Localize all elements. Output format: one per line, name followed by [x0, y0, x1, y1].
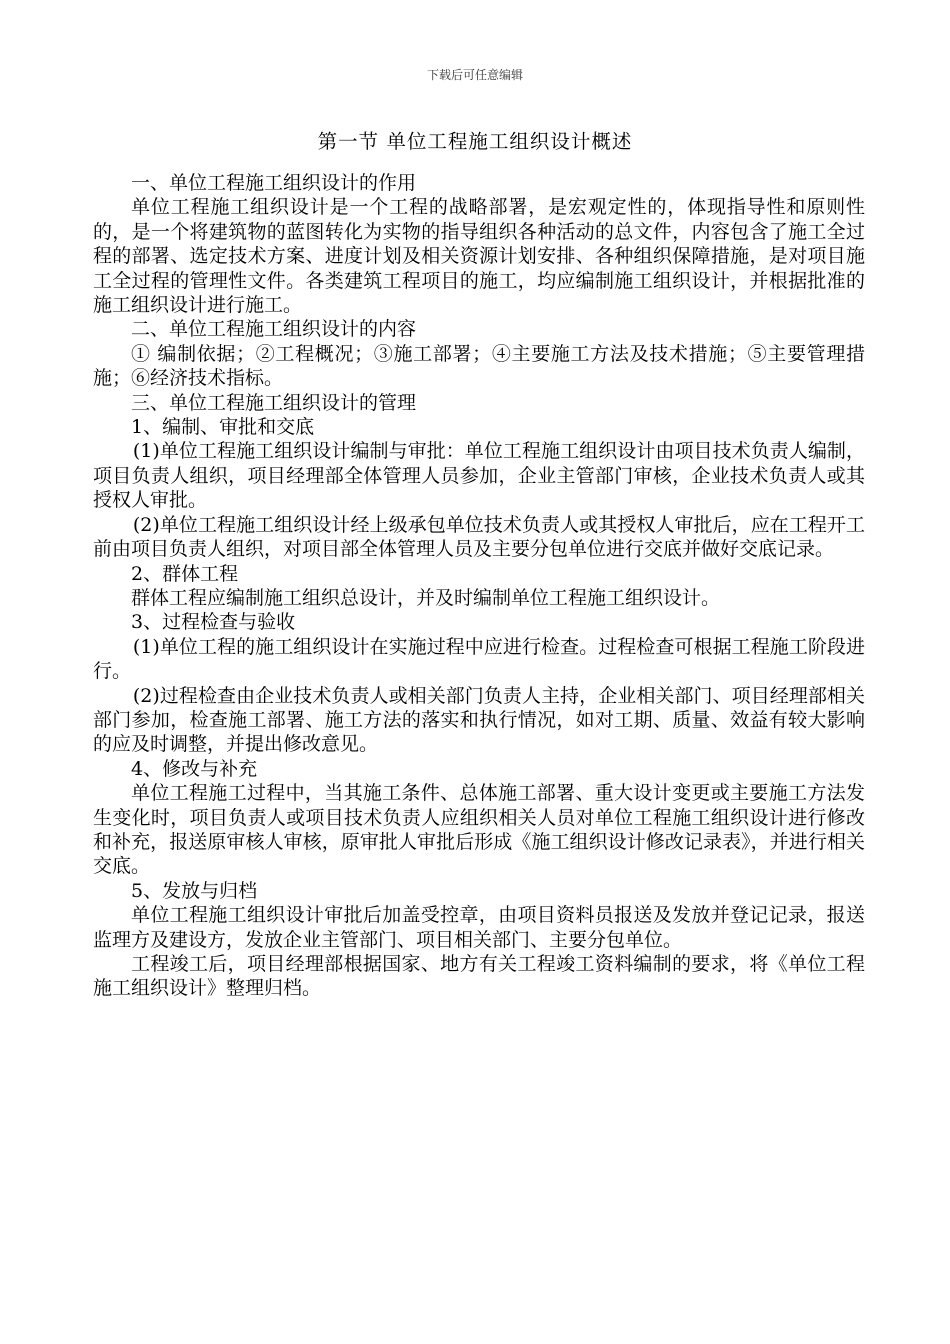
paragraph-inspection-1: (1)单位工程的施工组织设计在实施过程中应进行检查。过程检查可根据工程施工阶段进行。	[93, 635, 865, 683]
heading-content: 二、单位工程施工组织设计的内容	[131, 318, 417, 341]
paragraph-inspection-2: (2)过程检查由企业技术负责人或相关部门负责人主持，企业相关部门、项目经理部相关部门参加，检查施工部署、施工方法的落实和执行情况，如对工期、质量、效益有较大影响的应及时调整，并提出修改意见。	[93, 684, 865, 756]
document-body	[93, 171, 865, 1001]
paragraph-distribution: 单位工程施工组织设计审批后加盖受控章，由项目资料员报送及发放并登记记录，报送监理方及建设方，发放企业主管部门、项目相关部门、主要分包单位。	[93, 904, 865, 951]
paragraph-compile-2: (2)单位工程施工组织设计经上级承包单位技术负责人或其授权人审批后，应在工程开工前由项目负责人组织，对项目部全体管理人员及主要分包单位进行交底并做好交底记录。	[93, 513, 865, 561]
heading-role: 一、单位工程施工组织设计的作用	[131, 172, 417, 194]
paragraph-archive: 工程竣工后，项目经理部根据国家、地方有关工程竣工资料编制的要求，将《单位工程施工组织设计》整理归档。	[93, 953, 865, 1000]
paragraph-group-project: 群体工程应编制施工组织总设计，并及时编制单位工程施工组织设计。	[131, 586, 721, 609]
paragraph-role: 单位工程施工组织设计是一个工程的战略部署，是宏观定性的，体现指导性和原则性的，是一个将建筑物的蓝图转化为实物的指导组织各种活动的总文件，内容包含了施工全过程的部署、选定技术方案、进度计划及相关资源计划安排、各种组织保障措施，是对项目施工全过程的管理性文件。各类建筑工程项目的施工，均应编制施工组织设计，并根据批准的施工组织设计进行施工。	[93, 196, 865, 317]
paragraph-content-list: ① 编制依据；②工程概况；③施工部署；④主要施工方法及技术措施；⑤主要管理措施；⑥经济技术指标。	[93, 342, 865, 390]
heading-management: 三、单位工程施工组织设计的管理	[131, 391, 417, 414]
subheading-distribution: 5、发放与归档	[131, 879, 258, 902]
section-title: 第一节 单位工程施工组织设计概述	[317, 130, 633, 153]
subheading-group-project: 2、群体工程	[131, 562, 239, 585]
subheading-inspection: 3、过程检查与验收	[131, 611, 296, 634]
subheading-revision: 4、修改与补充	[131, 757, 258, 780]
subheading-compile-approve: 1、编制、审批和交底	[131, 416, 315, 439]
page-header-note: 下载后可任意编辑	[426, 68, 523, 82]
paragraph-compile-1: (1)单位工程施工组织设计编制与审批：单位工程施工组织设计由项目技术负责人编制，项目负责人组织，项目经理部全体管理人员参加，企业主管部门审核，企业技术负责人或其授权人审批。	[93, 440, 865, 512]
paragraph-revision: 单位工程施工过程中，当其施工条件、总体施工部署、重大设计变更或主要施工方法发生变化时，项目负责人或项目技术负责人应组织相关人员对单位工程施工组织设计进行修改和补充，报送原审核人审核，原审批人审批后形成《施工组织设计修改记录表》，并进行相关交底。	[93, 782, 865, 878]
